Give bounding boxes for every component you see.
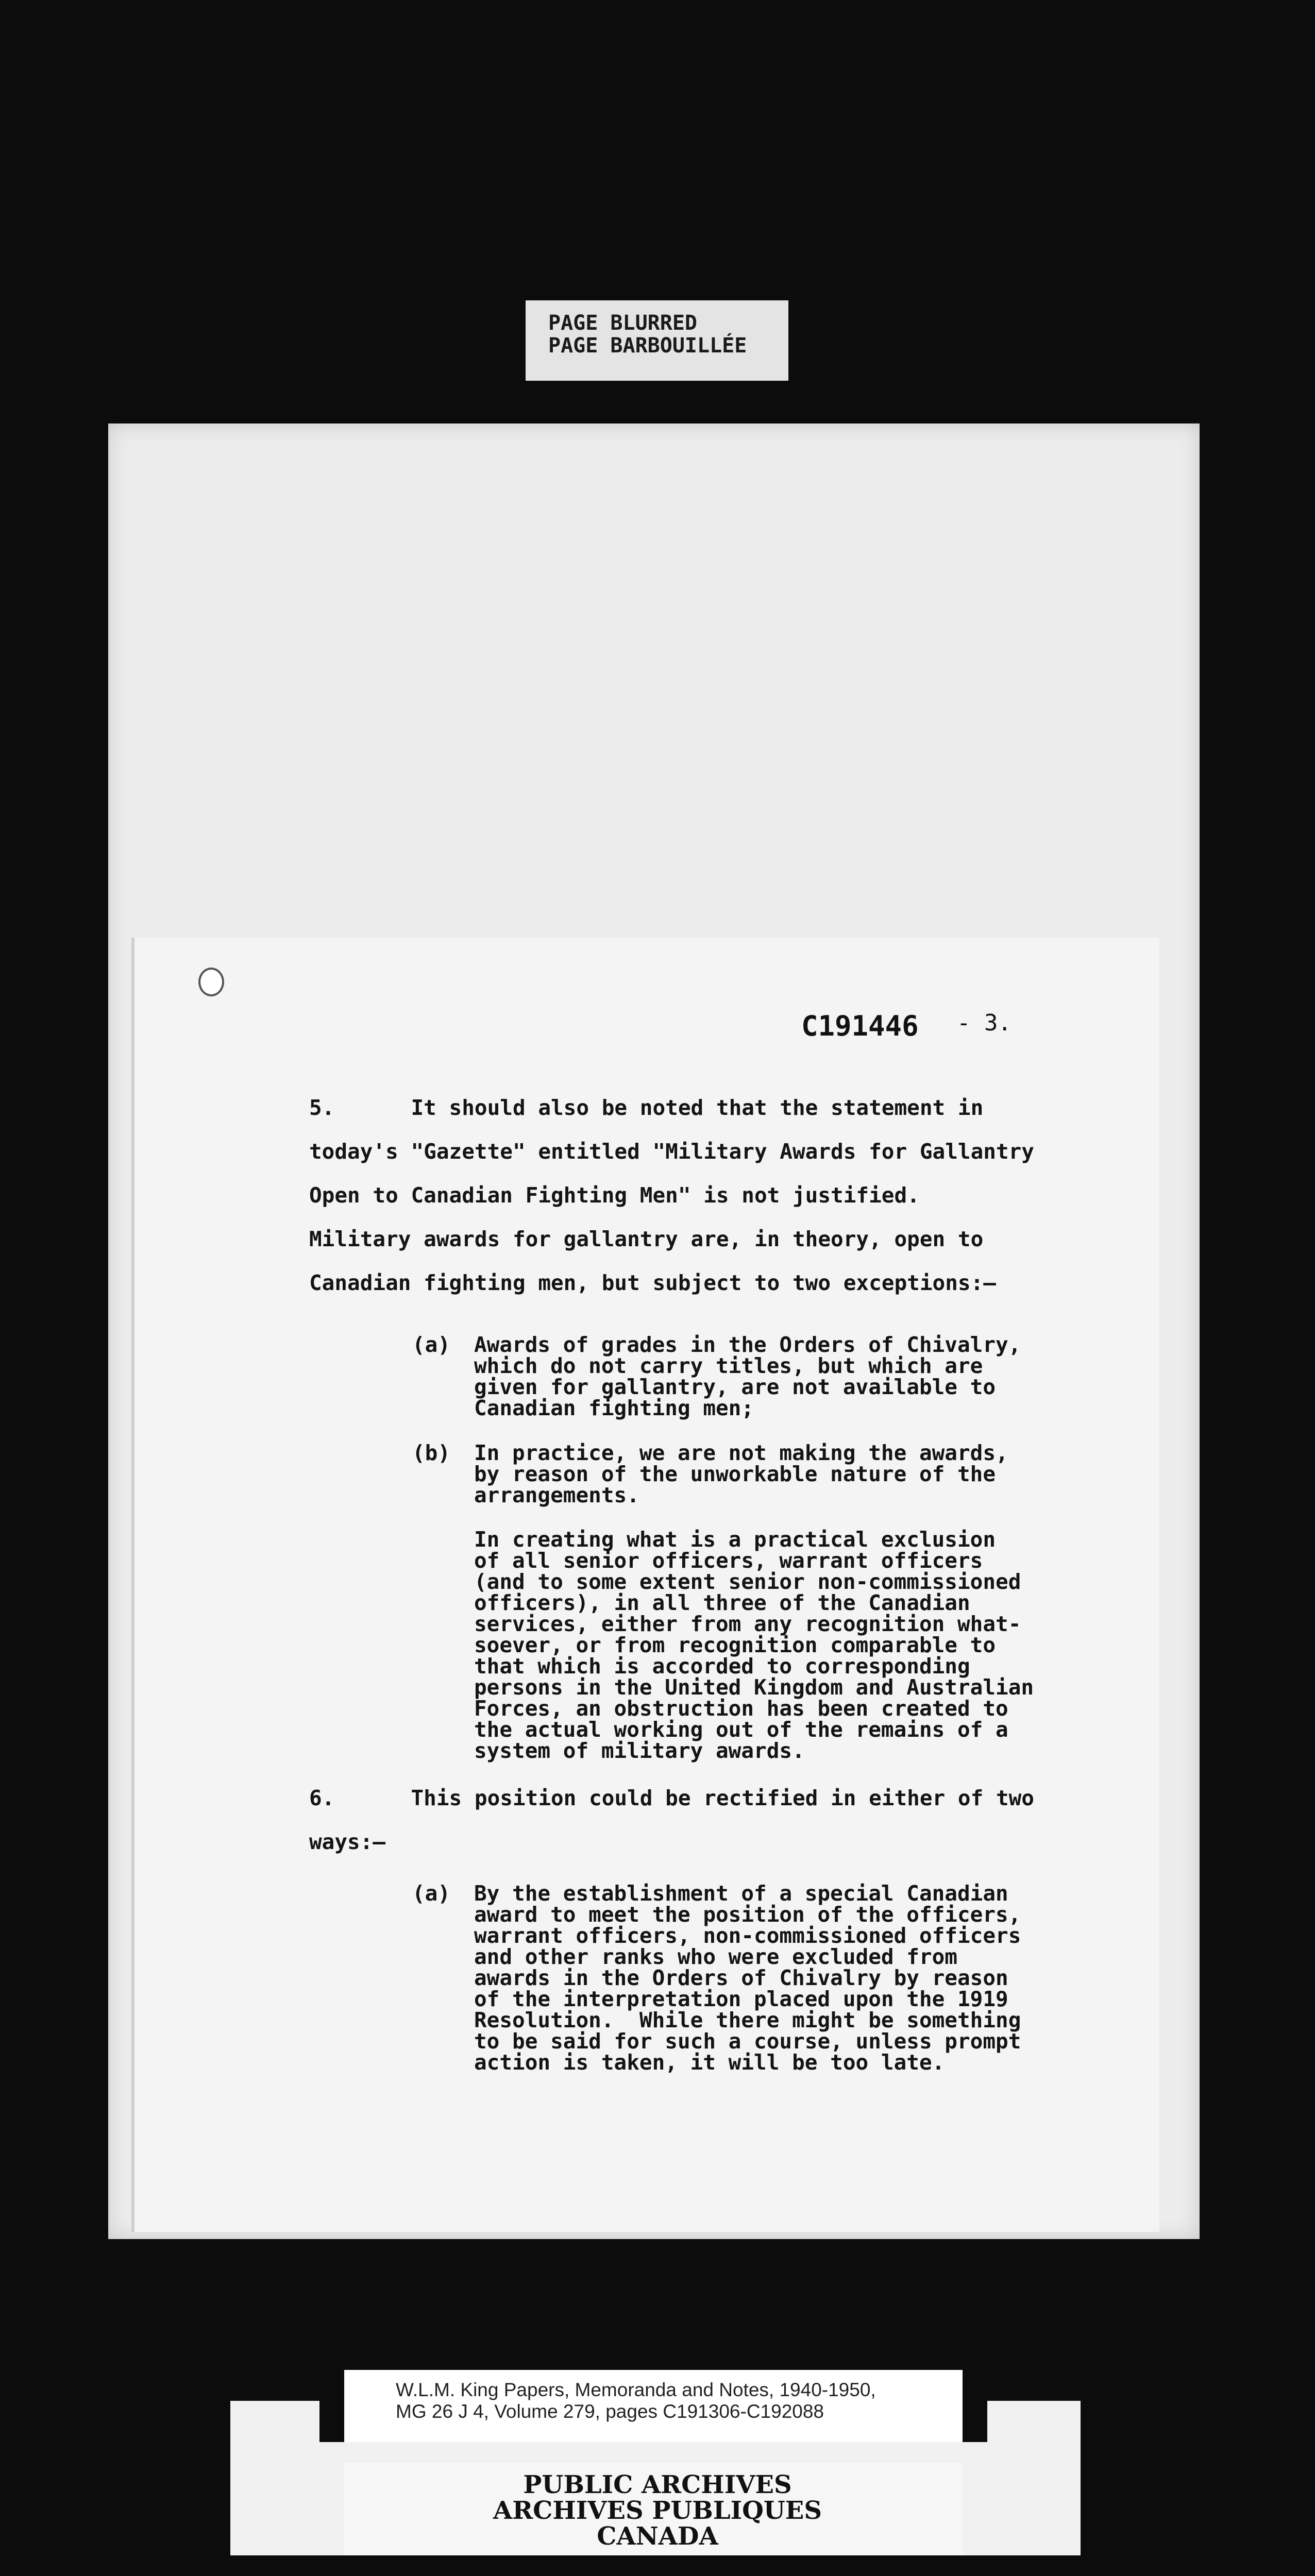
item-b-para2-line-3: (and to some extent senior non-commissioned	[474, 1569, 1021, 1594]
item-b-line-3: arrangements.	[474, 1483, 639, 1507]
item-b-line-1: In practice, we are not making the awards,	[474, 1440, 1008, 1465]
item-b-para2-line-8: persons in the United Kingdom and Australian	[474, 1675, 1034, 1700]
item-a1-label: (a)	[412, 1332, 451, 1357]
item-b-para2-line-4: officers), in all three of the Canadian	[474, 1590, 970, 1615]
stamp-notch-right	[963, 2401, 987, 2442]
item-a2-line-9: action is taken, it will be too late.	[474, 2050, 945, 2075]
item-b-para2-line-5: services, either from any recognition what-	[474, 1612, 1021, 1636]
item-a2-line-1: By the establishment of a special Canadian	[474, 1881, 1008, 1906]
stamp-notch-left	[319, 2401, 344, 2442]
item-b-para2-line-7: that which is accorded to corresponding	[474, 1654, 970, 1679]
item-a1-line-4: Canadian fighting men;	[474, 1396, 754, 1420]
item-a2-line-5: awards in the Orders of Chivalry by reason	[474, 1965, 1008, 1990]
page-blurred-label	[526, 300, 788, 381]
para6-line-1: 6. This position could be rectified in either of two	[309, 1786, 1034, 1810]
page-marker: - 3.	[957, 1010, 1011, 1036]
item-b-para2-line-11: system of military awards.	[474, 1738, 805, 1763]
item-b-para2-line-9: Forces, an obstruction has been created to	[474, 1696, 1008, 1721]
item-a2-line-3: warrant officers, non-commissioned officers	[474, 1923, 1021, 1948]
item-b-para2-line-6: soever, or from recognition comparable to	[474, 1633, 996, 1657]
item-a2-line-6: of the interpretation placed upon the 1919	[474, 1987, 1008, 2011]
item-a2-line-4: and other ranks who were excluded from	[474, 1944, 957, 1969]
item-a1-line-2: which do not carry titles, but which are	[474, 1353, 983, 1378]
caption-line-1: W.L.M. King Papers, Memoranda and Notes, 1940-1950,	[396, 2379, 876, 2400]
archive-caption	[344, 2370, 963, 2442]
para5-line-2: today's "Gazette" entitled "Military Awards for Gallantry	[309, 1139, 1034, 1164]
para6-line-2: ways:—	[309, 1829, 386, 1854]
item-b-para2-line-10: the actual working out of the remains of a	[474, 1717, 1008, 1742]
label-line-2: PAGE BARBOUILLÉE	[548, 334, 747, 358]
item-a1-line-3: given for gallantry, are not available to	[474, 1375, 996, 1399]
caption-line-2: MG 26 J 4, Volume 279, pages C191306-C192088	[396, 2401, 824, 2422]
item-b-para2-line-1: In creating what is a practical exclusion	[474, 1527, 996, 1552]
para5-line-3: Open to Canadian Fighting Men" is not justified.	[309, 1183, 920, 1208]
item-b-para2-line-2: of all senior officers, warrant officers	[474, 1548, 983, 1573]
stamp-line-2: ARCHIVES PUBLIQUES	[493, 2496, 822, 2525]
para5-line-5: Canadian fighting men, but subject to two exceptions:—	[309, 1270, 996, 1295]
document-number: C191446	[801, 1010, 919, 1042]
item-a2-line-8: to be said for such a course, unless prompt	[474, 2029, 1021, 2054]
para5-line-4: Military awards for gallantry are, in theory, open to	[309, 1227, 984, 1251]
stamp-line-1: PUBLIC ARCHIVES	[523, 2470, 792, 2499]
item-a2-line-2: award to meet the position of the officers,	[474, 1902, 1021, 1927]
punch-hole-icon	[198, 968, 224, 996]
item-a2-label: (a)	[412, 1881, 451, 1906]
item-a1-line-1: Awards of grades in the Orders of Chivalry,	[474, 1332, 1021, 1357]
stamp-line-3: CANADA	[597, 2522, 718, 2551]
para5-line-1: 5. It should also be noted that the statement in	[309, 1095, 984, 1120]
item-b-label: (b)	[412, 1440, 451, 1465]
item-a2-line-7: Resolution. While there might be something	[474, 2008, 1021, 2032]
label-line-1: PAGE BLURRED	[548, 311, 697, 335]
item-b-line-2: by reason of the unworkable nature of the	[474, 1462, 996, 1486]
